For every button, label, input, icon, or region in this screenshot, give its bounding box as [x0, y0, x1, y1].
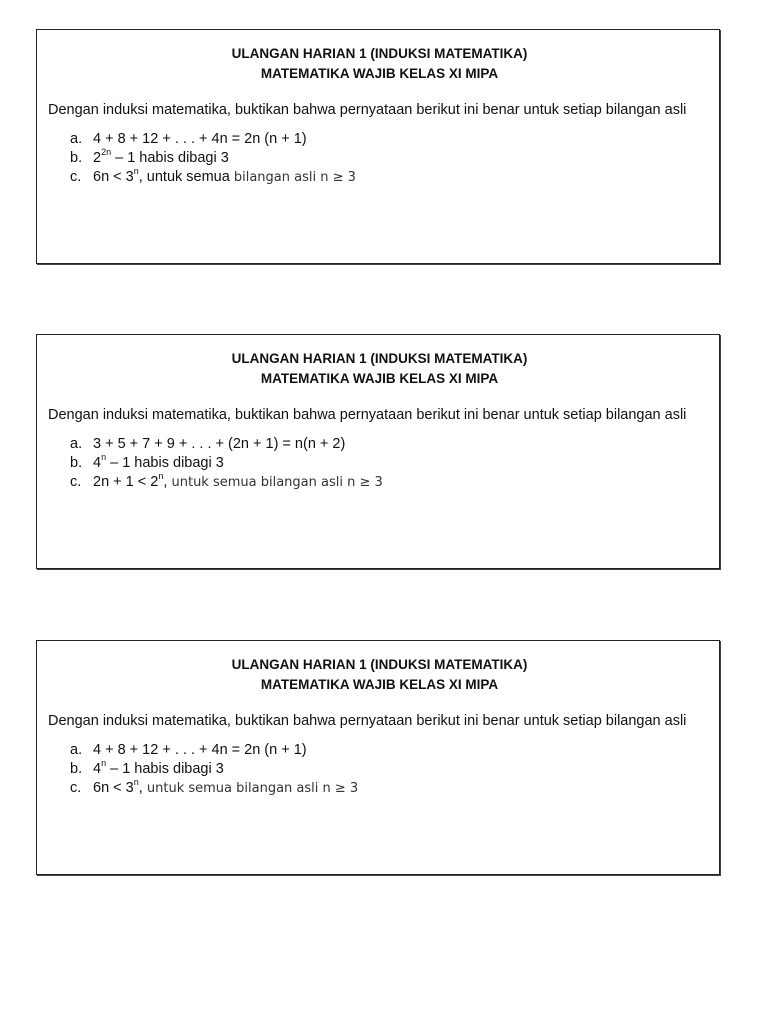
item-rest: – 1 habis dibagi 3 [106, 761, 224, 777]
exponent: n [101, 758, 107, 769]
item-marker: b. [70, 761, 83, 777]
item-rest: – 1 habis dibagi 3 [111, 150, 229, 166]
quiz-card-2 [36, 334, 720, 569]
item-marker: a. [70, 742, 83, 758]
card-intro: Dengan induksi matematika, buktikan bahwa pernyataan berikut ini benar untuk setiap bilangan asli [48, 407, 687, 423]
item-mid: , [138, 780, 143, 796]
card-title-line-2: MATEMATIKA WAJIB KELAS XI MIPA [260, 371, 499, 386]
exponent: n [101, 452, 107, 463]
item-lead: 6n < 3 [93, 169, 134, 185]
card-title-line-2: MATEMATIKA WAJIB KELAS XI MIPA [260, 66, 499, 81]
item-marker: a. [70, 436, 83, 452]
problem-item-c [48, 168, 699, 187]
problem-list [48, 741, 699, 798]
item-marker: c. [70, 169, 82, 185]
item-lead: 6n < 3 [93, 780, 134, 796]
item-text [93, 149, 229, 168]
problem-item-c [48, 779, 699, 798]
card-title-line-2: MATEMATIKA WAJIB KELAS XI MIPA [260, 677, 499, 692]
problem-item-b [48, 149, 699, 168]
problem-item-a [48, 741, 699, 760]
item-marker: a. [70, 131, 83, 147]
card-title [48, 44, 699, 84]
card-intro: Dengan induksi matematika, buktikan bahwa pernyataan berikut ini benar untuk setiap bilangan asli [48, 713, 687, 729]
item-text [93, 473, 383, 492]
item-text: 4 + 8 + 12 + . . . + 4n = 2n (n + 1) [93, 742, 307, 758]
quiz-card-3 [36, 640, 720, 875]
item-mid: , untuk semua [138, 169, 234, 185]
card-title-line-1: ULANGAN HARIAN 1 (INDUKSI MATEMATIKA) [231, 351, 528, 366]
card-title-line-1: ULANGAN HARIAN 1 (INDUKSI MATEMATIKA) [231, 657, 528, 672]
item-lead: 2n + 1 < 2 [93, 474, 159, 490]
problem-item-a [48, 130, 699, 149]
item-rest: – 1 habis dibagi 3 [106, 455, 224, 471]
exponent: 2n [101, 147, 112, 158]
exponent: n [133, 166, 139, 177]
exponent: n [133, 777, 139, 788]
card-title-line-1: ULANGAN HARIAN 1 (INDUKSI MATEMATIKA) [231, 46, 528, 61]
problem-item-a [48, 435, 699, 454]
problem-item-b [48, 760, 699, 779]
item-tail: untuk semua bilangan asli n ≥ 3 [167, 475, 383, 490]
card-title [48, 655, 699, 695]
item-text [93, 760, 224, 779]
item-text [93, 168, 356, 187]
item-text: 4 + 8 + 12 + . . . + 4n = 2n (n + 1) [93, 131, 307, 147]
quiz-card-1 [36, 29, 720, 264]
card-title [48, 349, 699, 389]
card-intro: Dengan induksi matematika, buktikan bahwa pernyataan berikut ini benar untuk setiap bilangan asli [48, 102, 687, 118]
power-base: 2 [93, 150, 102, 166]
problem-item-b [48, 454, 699, 473]
item-marker: b. [70, 150, 83, 166]
item-marker: c. [70, 474, 82, 490]
power-base: 4 [93, 761, 102, 777]
item-marker: c. [70, 780, 82, 796]
problem-list [48, 435, 699, 492]
item-text: 3 + 5 + 7 + 9 + . . . + (2n + 1) = n(n + 2) [93, 436, 346, 452]
item-tail: bilangan asli n ≥ 3 [233, 170, 356, 185]
problem-item-c [48, 473, 699, 492]
exponent: n [158, 471, 164, 482]
item-text [93, 779, 358, 798]
item-tail: untuk semua bilangan asli n ≥ 3 [142, 781, 359, 796]
problem-list [48, 130, 699, 187]
item-mid: , [163, 474, 168, 490]
power-base: 4 [93, 455, 102, 471]
item-marker: b. [70, 455, 83, 471]
